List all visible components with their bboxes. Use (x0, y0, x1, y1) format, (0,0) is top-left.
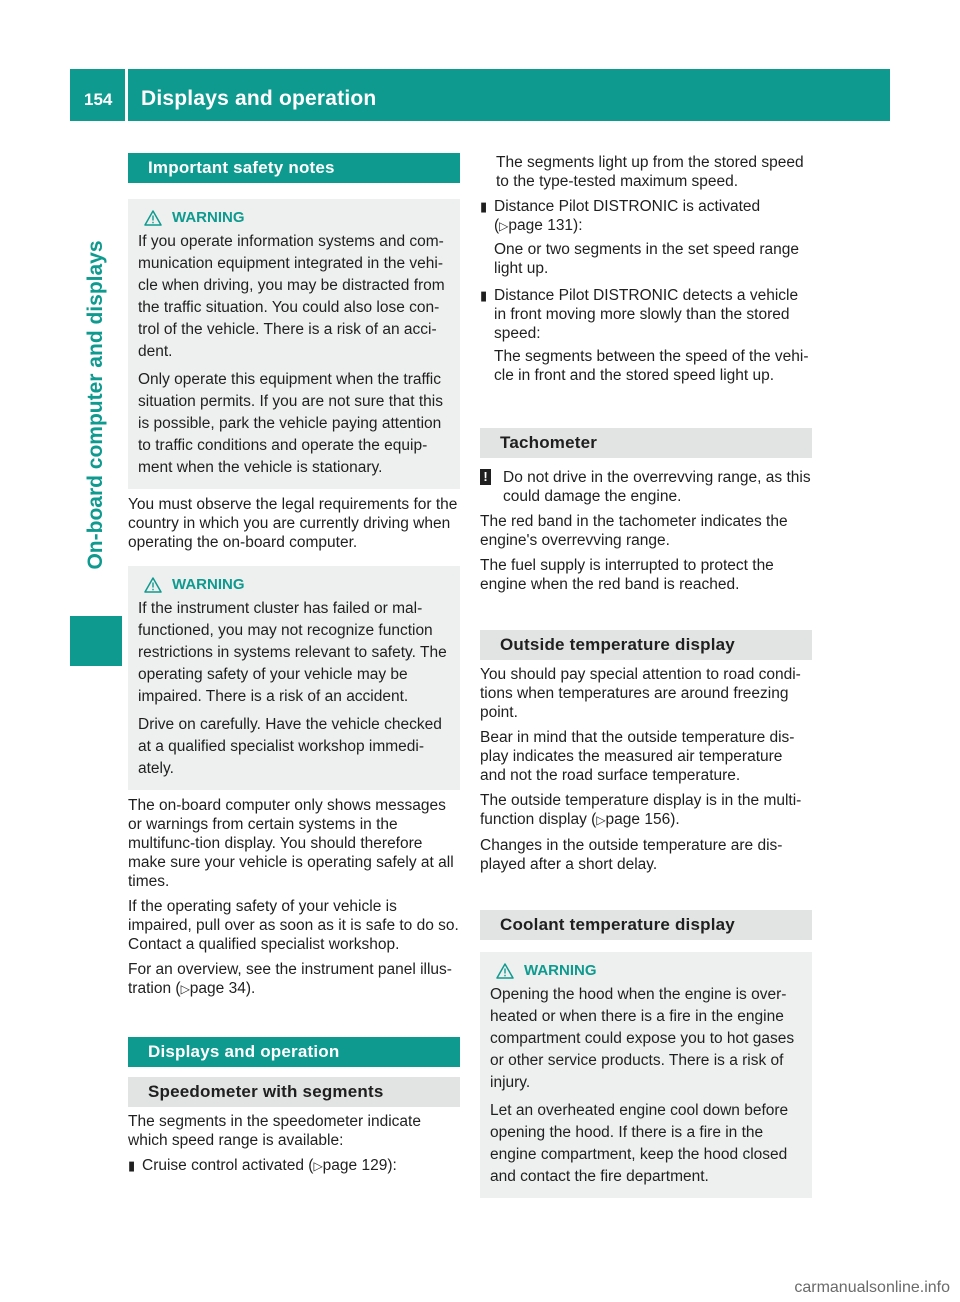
page-number: 154 (84, 90, 113, 109)
heading-outside-temperature: Outside temperature display (480, 630, 812, 660)
paragraph-cruise-continued: The segments light up from the stored speed to the type-tested maximum speed. (496, 154, 804, 190)
paragraph-impaired: If the operating safety of your vehicle is impaired, pull over as soon as it is safe to do so. Contact a qualified specialist workshop. (128, 898, 459, 953)
page-reference-link[interactable]: page 131): (508, 217, 583, 234)
watermark: carmanualsonline.info (794, 1279, 950, 1296)
cross-reference-arrow-icon: ▷ (499, 219, 509, 233)
warning-triangle-icon (496, 963, 514, 979)
page-reference-link[interactable]: page 156). (605, 811, 680, 828)
warning-box-2 (128, 566, 460, 790)
bullet-icon: ▮ (480, 288, 488, 303)
paragraph-outside-3: The outside temperature display is in the multi-function display (▷page 156). (480, 792, 802, 828)
warning-triangle-icon (144, 210, 162, 226)
warning-title: WARNING (172, 209, 245, 226)
header-divider (125, 69, 128, 121)
paragraph-fuel-supply: The fuel supply is interrupted to protect the engine when the red band is reached. (480, 557, 774, 593)
side-tab-label: On-board computer and displays (84, 240, 107, 570)
side-tab-marker (70, 616, 122, 666)
heading-coolant-temperature: Coolant temperature display (480, 910, 812, 940)
page-reference-link[interactable]: page 34). (189, 980, 256, 997)
heading-important-safety-notes: Important safety notes (128, 153, 460, 183)
warning-text: Opening the hood when the engine is over-heated or when there is a fire in the engine compartment could expose you to hot gases or other service products. There is a risk of injury. (490, 986, 795, 1091)
cross-reference-arrow-icon: ▷ (596, 813, 606, 827)
exclamation-icon: ! (480, 469, 491, 485)
warning-text: If the instrument cluster has failed or mal-functioned, you may not recognize function restrictions in systems relevant to safety. The operating safety of your vehicle may be impaired. There is a risk of an accident. (138, 600, 447, 705)
warning-title: WARNING (524, 962, 597, 979)
warning-box-1 (128, 199, 460, 489)
right-column (480, 153, 812, 1198)
bullet-icon: ▮ (128, 1158, 136, 1173)
paragraph-outside-4: Changes in the outside temperature are dis-played after a short delay. (480, 837, 783, 873)
warning-title: WARNING (172, 576, 245, 593)
warning-text: If you operate information systems and com-munication equipment integrated in the vehi-cle when driving, you may be distracted from the traffic situation. You could also lose con-trol of the vehicle. There is a risk of an acci-dent. (138, 233, 445, 360)
list-item: ▮ Distance Pilot DISTRONIC is activated (▷page 131): One or two segments in the set speed range light up. (480, 197, 812, 282)
warning-text: Drive on carefully. Have the vehicle checked at a qualified specialist workshop immedi-ately. (138, 716, 442, 777)
bullet-icon: ▮ (480, 199, 488, 214)
paragraph-legal-requirements: You must observe the legal requirements for the country in which you are currently driving when operating the on-board computer. (128, 496, 458, 551)
warning-triangle-icon (144, 577, 162, 593)
cross-reference-arrow-icon: ▷ (313, 1159, 323, 1173)
list-item: ▮ Cruise control activated (▷page 129): (128, 1156, 460, 1180)
page-title: Displays and operation (141, 87, 377, 110)
warning-box-3 (480, 952, 812, 1198)
side-tab (70, 225, 122, 585)
cross-reference-arrow-icon: ▷ (180, 982, 190, 996)
paragraph-outside-1: You should pay special attention to road condi-tions when temperatures are around freezing point. (480, 666, 801, 721)
heading-speedometer-with-segments: Speedometer with segments (128, 1077, 460, 1107)
heading-tachometer: Tachometer (480, 428, 812, 458)
paragraph-outside-2: Bear in mind that the outside temperature dis-play indicates the measured air temperature and not the road surface temperature. (480, 729, 795, 784)
heading-displays-and-operation: Displays and operation (128, 1037, 460, 1067)
paragraph-messages: The on-board computer only shows messages or warnings from certain systems in the multifunc-tion display. You should therefore make sure your vehicle is operating safely at all times. (128, 797, 454, 890)
warning-text: Let an overheated engine cool down before opening the hood. If there is a fire in the engine compartment, keep the hood closed and contact the fire department. (490, 1102, 789, 1185)
paragraph-red-band: The red band in the tachometer indicates the engine's overrevving range. (480, 513, 788, 549)
list-item: ▮ Distance Pilot DISTRONIC detects a vehicle in front moving more slowly than the stored speed: The segments between the speed of the vehi-cle in front and the stored speed light up. (480, 286, 812, 389)
note-overrevving: ! Do not drive in the overrevving range, as this could damage the engine. (480, 468, 812, 506)
page-reference-link[interactable]: page 129): (322, 1157, 397, 1174)
warning-text: Only operate this equipment when the traffic situation permits. If you are not sure that this is possible, park the vehicle paying attention to traffic conditions and operate the equip-ment when the vehicle is stationary. (138, 371, 443, 476)
paragraph-segments: The segments in the speedometer indicate which speed range is available: (128, 1113, 421, 1149)
left-column (128, 153, 460, 1184)
paragraph-overview: For an overview, see the instrument panel illus-tration (▷page 34). (128, 961, 452, 997)
